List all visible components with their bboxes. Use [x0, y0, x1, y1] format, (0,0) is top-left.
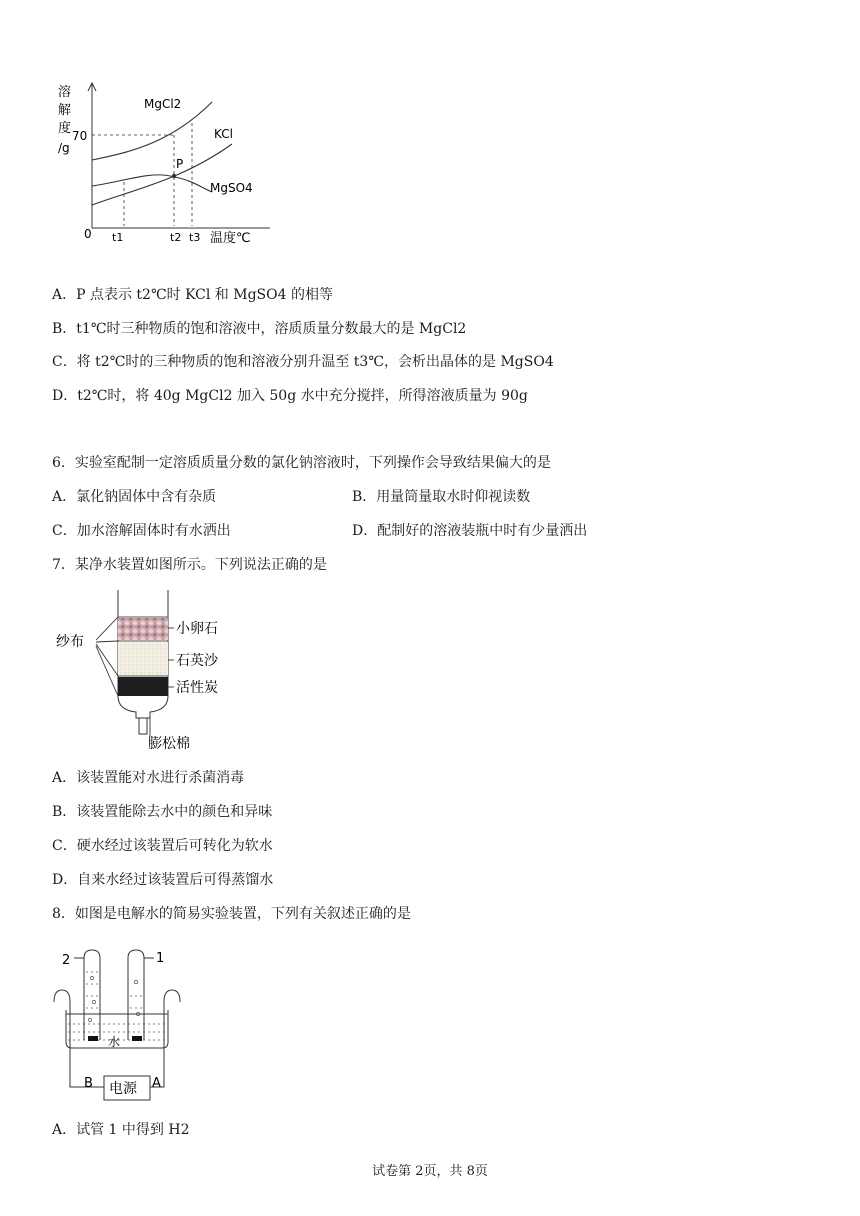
- q7-option-b: B．该装置能除去水中的颜色和异味: [52, 804, 273, 820]
- label-gauze: 纱布: [56, 634, 84, 650]
- q5-option-c: C．将 t2℃时的三种物质的饱和溶液分别升温至 t3℃，会析出晶体的是 MgSO4: [52, 354, 554, 370]
- y-label-2: 解: [58, 103, 72, 118]
- label-tube-1: 1: [156, 951, 165, 966]
- label-power-supply: 电源: [109, 1081, 137, 1097]
- label-water: 水: [108, 1035, 121, 1049]
- label-quartz: 石英沙: [176, 653, 218, 669]
- label-electrode-b: B: [84, 1076, 93, 1091]
- q6-option-c: C．加水溶解固体时有水洒出: [52, 523, 231, 539]
- label-tube-2: 2: [62, 953, 71, 968]
- q8-stem: 8．如图是电解水的简易实验装置，下列有关叙述正确的是: [52, 906, 411, 922]
- y-label-4: /g: [58, 141, 70, 155]
- q5-option-b: B．t1℃时三种物质的饱和溶液中，溶质质量分数最大的是 MgCl2: [52, 321, 467, 337]
- q7-option-d: D．自来水经过该装置后可得蒸馏水: [52, 872, 274, 888]
- q5-option-a: A．P 点表示 t2℃时 KCl 和 MgSO4 的相等: [52, 287, 333, 303]
- curve-label-kcl: KCl: [214, 127, 233, 141]
- curve-label-mgcl2: MgCl2: [144, 97, 182, 111]
- point-p-label: P: [176, 157, 184, 171]
- electrolysis-figure: [52, 942, 192, 1107]
- q7-option-c: C．硬水经过该装置后可转化为软水: [52, 838, 273, 854]
- label-pebble: 小卵石: [176, 621, 218, 637]
- label-carbon: 活性炭: [176, 680, 218, 696]
- page-footer: 试卷第 2页，共 8页: [372, 1164, 488, 1179]
- x-tick-t1: t1: [112, 231, 124, 244]
- y-tick-70: 70: [72, 129, 88, 143]
- q7-stem: 7．某净水装置如图所示。下列说法正确的是: [52, 557, 327, 573]
- curve-label-mgso4: MgSO4: [210, 181, 253, 195]
- q6-option-a: A．氯化钠固体中含有杂质: [52, 489, 217, 505]
- label-cotton: 膨松棉: [148, 736, 190, 752]
- q6-stem: 6．实验室配制一定溶质质量分数的氯化钠溶液时，下列操作会导致结果偏大的是: [52, 455, 551, 471]
- x-tick-t2: t2: [170, 231, 182, 244]
- label-electrode-a: A: [152, 1076, 161, 1091]
- x-tick-t3: t3: [189, 231, 201, 244]
- solubility-chart: [52, 78, 282, 253]
- q6-option-d: D．配制好的溶液装瓶中时有少量洒出: [352, 523, 588, 539]
- y-label-1: 溶: [58, 85, 72, 100]
- q8-option-a: A．试管 1 中得到 H2: [52, 1122, 190, 1138]
- x-axis-label: 温度℃: [210, 231, 251, 246]
- y-label-3: 度: [58, 121, 72, 136]
- q6-option-b: B．用量筒量取水时仰视读数: [352, 489, 531, 505]
- q7-option-a: A．该装置能对水进行杀菌消毒: [52, 770, 245, 786]
- water-purifier-figure: [52, 588, 242, 753]
- origin-label: 0: [84, 227, 92, 241]
- q5-option-d: D．t2℃时，将 40g MgCl2 加入 50g 水中充分搅拌，所得溶液质量为 90g: [52, 388, 528, 404]
